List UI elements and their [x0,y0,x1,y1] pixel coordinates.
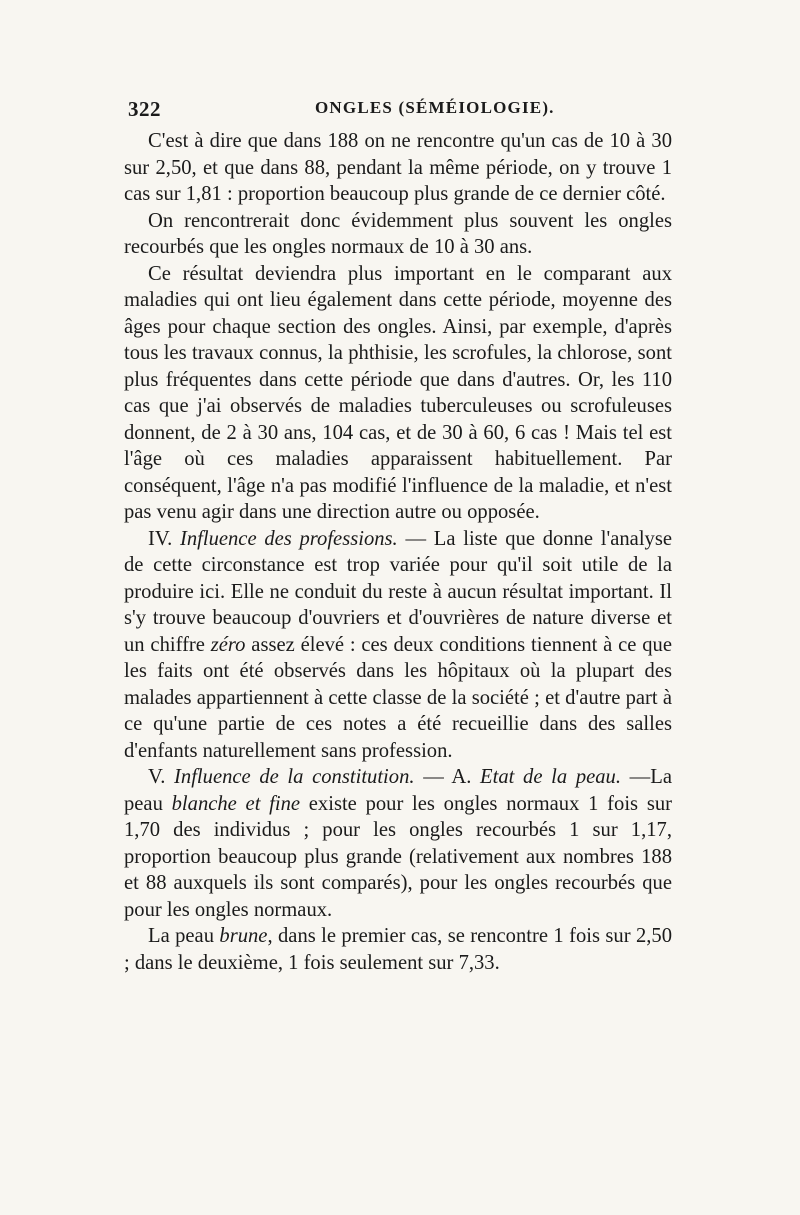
paragraph-2: On rencontrerait donc évidemment plus souvent les ongles recourbés que les ongles normaux de 10 à 30 ans. [124,209,672,258]
paragraph-5-text-a: —La peau [124,766,672,815]
italic-zero: zéro [210,633,246,656]
paragraph-6-text-a: La peau [148,925,220,947]
paragraph-4-text-2: assez élevé : ces deux conditions tiennent à ce que les faits ont été observés dans les hôpitaux où la plupart des malades appartiennent à cette classe de la société ; et d'autre part à ce qu'une partie de ces notes a été recueillie dans des salles d'enfants naturellement sans profession. [124,633,672,762]
paragraph-6-text-b: , dans le premier cas, se rencontre 1 fois sur 2,50 ; dans le deuxième, 1 fois seulement sur 7,33. [124,925,672,974]
paragraph-6 [124,923,672,976]
italic-blanche-fine: blanche et fine [171,792,301,815]
running-head: ONGLES (SÉMÉIOLOGIE). [315,98,555,117]
paragraph-5-text-b: existe pour les ongles normaux 1 fois sur 1,70 des individus ; pour les ongles recourbés 1 sur 1,17, proportion beaucoup plus grande (relativement aux nombres 188 et 88 auxquels ils sont comparés), pour les ongles recourbés que pour les ongles normaux. [124,792,672,921]
section-dash: — A. [414,766,481,788]
subsection-title-peau: Etat de la peau. [480,766,621,788]
page-number: 322 [128,97,161,121]
paragraph-1: C'est à dire que dans 188 on ne rencontre qu'un cas de 10 à 30 sur 2,50, et que dans 88, pendant la même période, on y trouve 1 cas sur 1,81 : proportion beaucoup plus grande de ce dernier côté. [124,130,672,205]
section-number-iv: IV. [148,527,173,550]
paragraph-4 [124,526,672,765]
paragraph-3: Ce résultat deviendra plus important en le comparant aux maladies qui ont lieu également dans cette période, moyenne des âges pour chaque section des ongles. Ainsi, par exemple, d'après tous les travaux connus, la phthisie, les scrofules, la chlorose, sont plus fréquentes dans cette période que dans d'autres. Or, les 110 cas que j'ai observés de maladies tuberculeuses ou scrofuleuses donnent, de 2 à 30 ans, 104 cas, et de 30 à 60, 6 cas ! Mais tel est l'âge où ces maladies apparaissent habituellement. Par conséquent, l'âge n'a pas modifié l'influence de la maladie, et n'est pas venu agir dans une direction autre ou opposée. [124,262,672,523]
italic-brune: brune [219,925,268,947]
body-text [124,128,672,976]
page-header [128,97,673,127]
section-number-v: V. [148,766,166,788]
section-title-constitution: Influence de la constitution. [174,766,415,788]
paragraph-4-text: — La liste que donne l'analyse de cette circonstance est trop variée pour qu'il soit utile de la produire ici. Elle ne conduit du reste à aucun résultat important. Il s'y trouve beaucoup d'ouvriers et d'ouvrières de nature diverse et un chiffre [124,527,672,656]
section-title-professions: Influence des professions. [179,527,398,550]
paragraph-5 [124,764,672,923]
